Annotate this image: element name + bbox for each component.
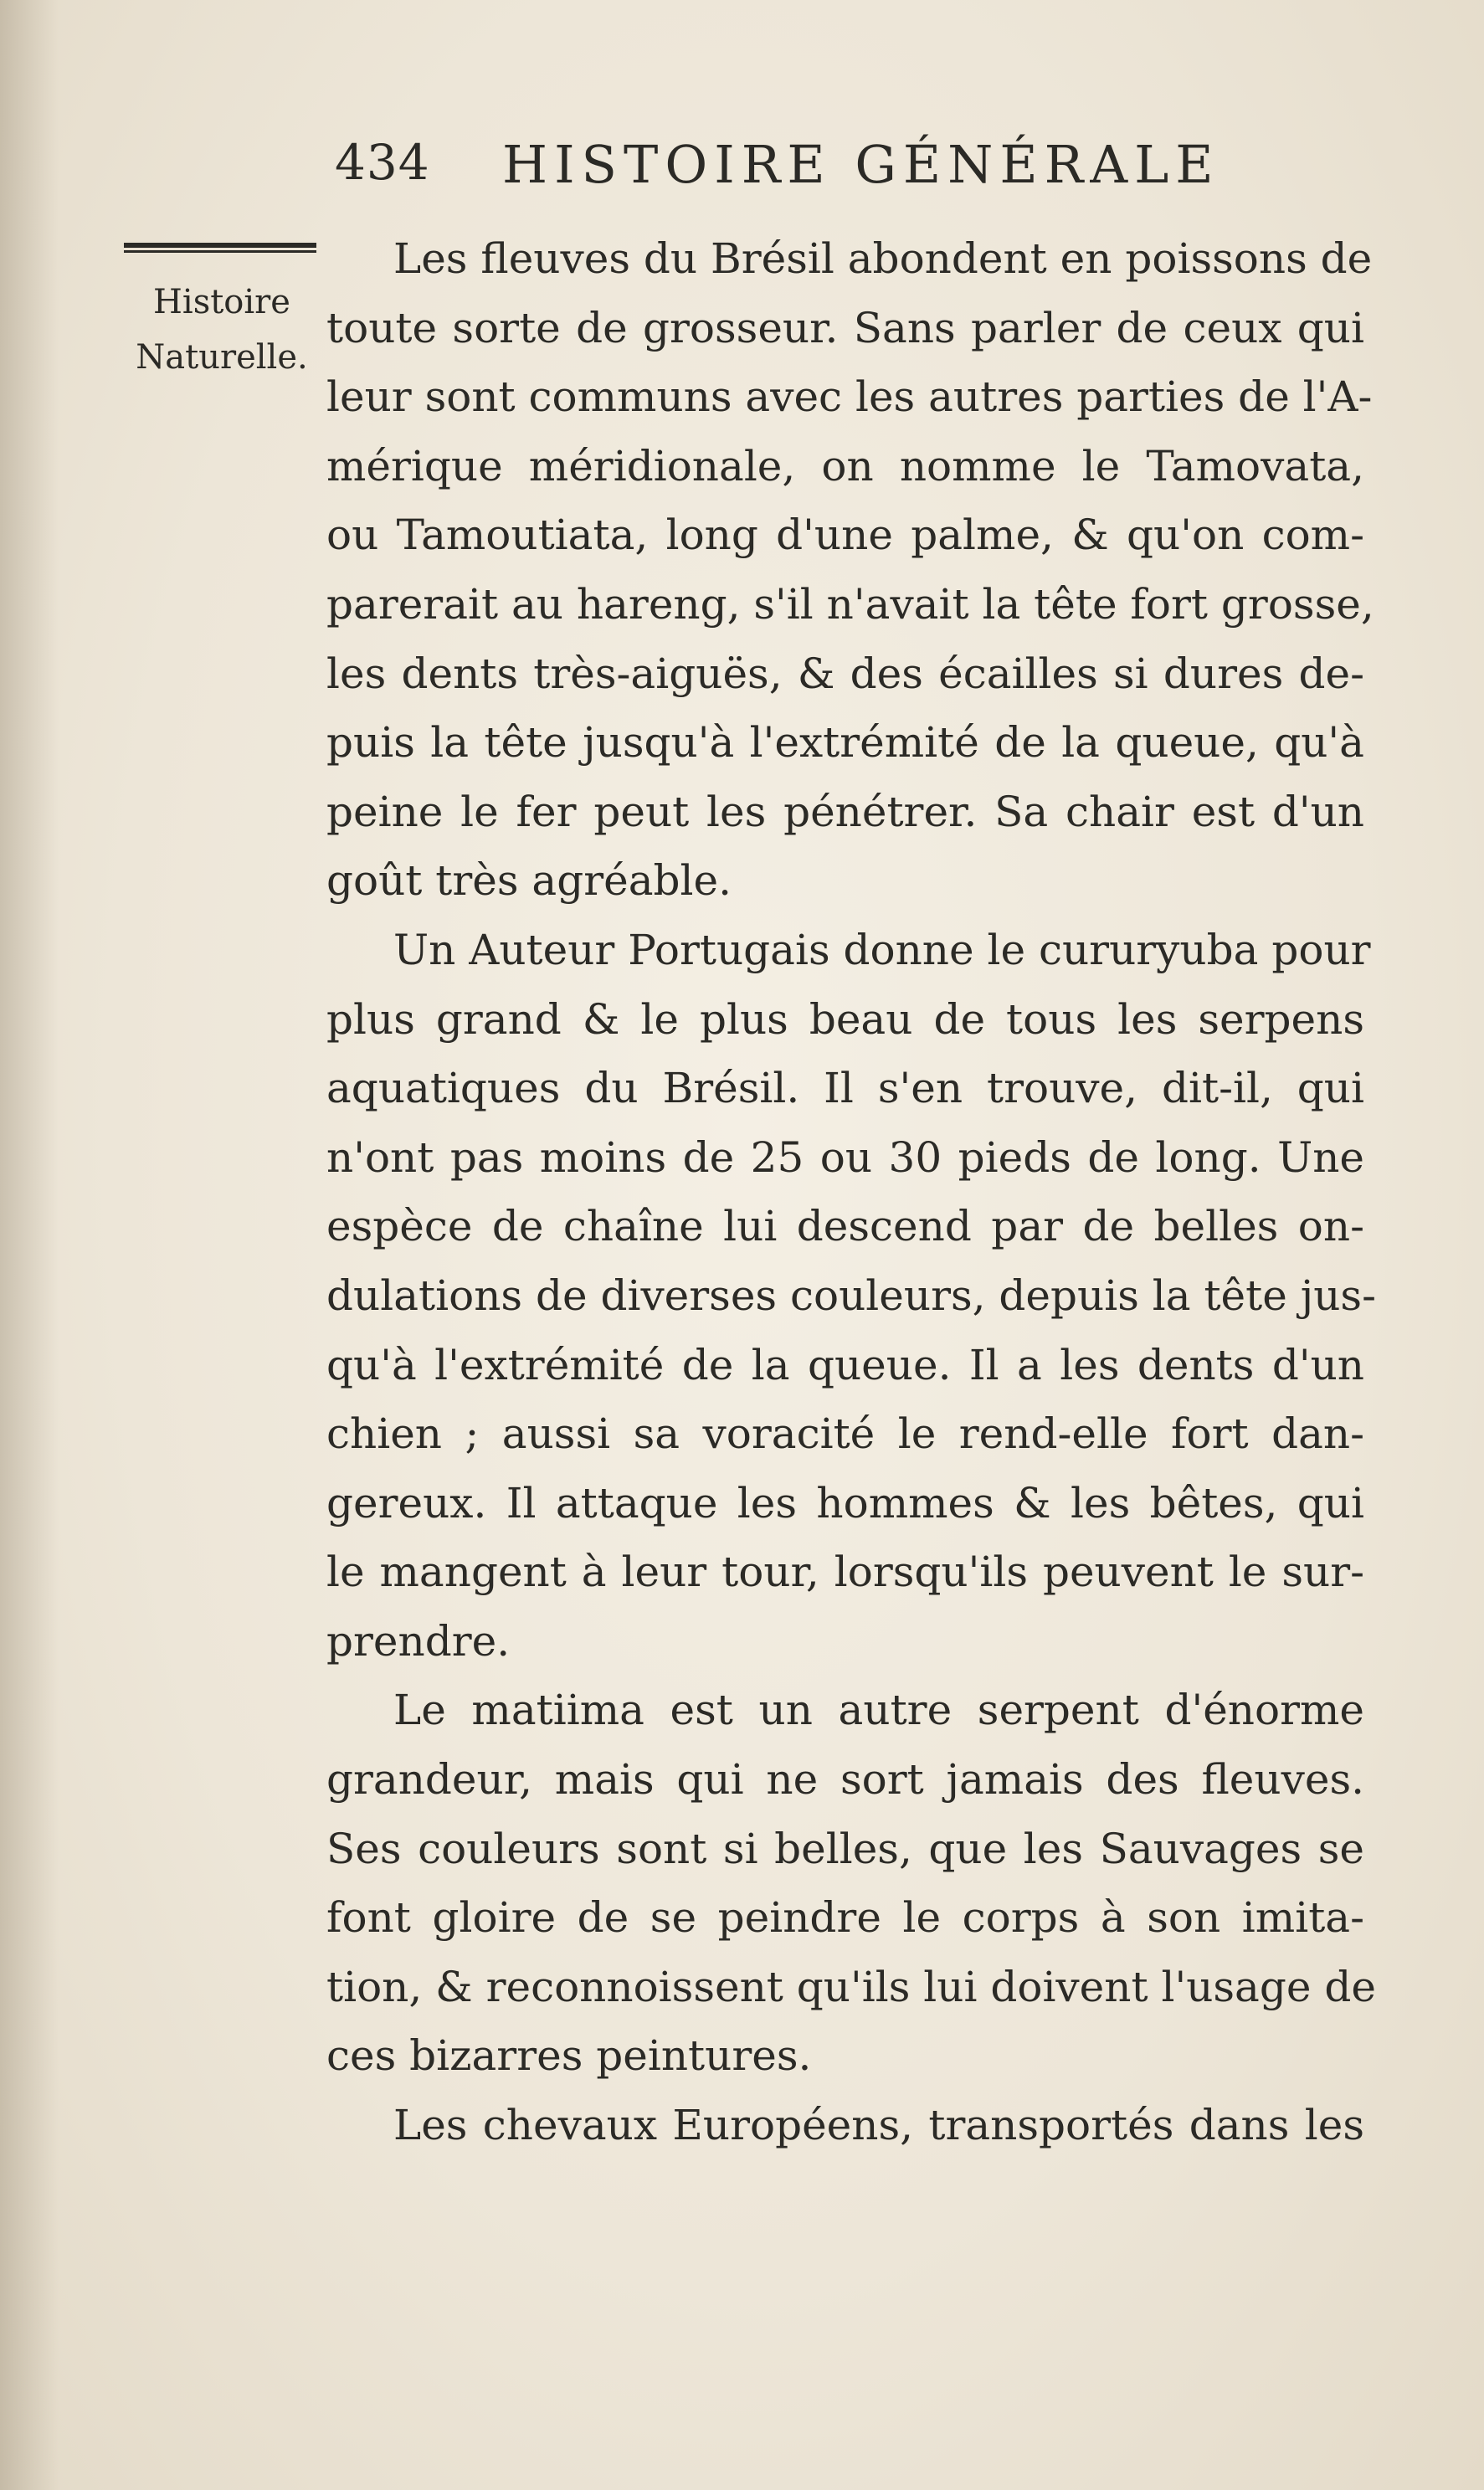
text-line: les dents très-aiguës, & des écailles si dures de- xyxy=(326,649,1364,698)
text-line: grandeur, mais qui ne sort jamais des fleuves. xyxy=(326,1755,1364,1805)
margin-note-line: Naturelle. xyxy=(136,338,308,377)
text-line: ou Tamoutiata, long d'une palme, & qu'on com- xyxy=(326,511,1364,560)
text-line: tion, & reconnoissent qu'ils lui doivent l'usage de xyxy=(326,1962,1376,2011)
text-line: ces bizarres peintures. xyxy=(326,2031,812,2081)
page-header xyxy=(335,134,1356,209)
text-line: aquatiques du Brésil. Il s'en trouve, dit-il, qui xyxy=(326,1064,1364,1113)
text-line: toute sorte de grosseur. Sans parler de ceux qui xyxy=(326,303,1364,352)
margin-note xyxy=(113,275,331,385)
text-line: puis la tête jusqu'à l'extrémité de la queue, qu'à xyxy=(326,718,1364,768)
text-line: qu'à l'extrémité de la queue. Il a les dents d'un xyxy=(326,1340,1364,1389)
text-line: Ses couleurs sont si belles, que les Sauvages se xyxy=(326,1824,1364,1873)
text-line: parerait au hareng, s'il n'avait la tête fort grosse, xyxy=(326,579,1374,629)
text-line: chien ; aussi sa voracité le rend-elle fort dan- xyxy=(326,1409,1364,1459)
text-line: Les chevaux Européens, transportés dans les xyxy=(393,2101,1364,2150)
text-line: dulations de diverses couleurs, depuis la tête jus- xyxy=(326,1271,1376,1320)
text-line: Un Auteur Portugais donne le cururyuba pour xyxy=(393,925,1371,974)
text-line: espèce de chaîne lui descend par de belles on- xyxy=(326,1202,1364,1251)
text-line: le mangent à leur tour, lorsqu'ils peuvent le sur- xyxy=(326,1548,1364,1597)
page-number: 434 xyxy=(335,134,430,191)
margin-rule xyxy=(124,243,316,253)
text-line: prendre. xyxy=(326,1616,511,1666)
text-line: Les fleuves du Brésil abondent en poissons de xyxy=(393,234,1373,283)
text-line: gereux. Il attaque les hommes & les bêtes, qui xyxy=(326,1478,1364,1527)
body-text xyxy=(326,224,1376,2160)
margin-note-line: Histoire xyxy=(153,283,290,321)
text-line: mérique méridionale, on nomme le Tamovata, xyxy=(326,441,1364,490)
text-line: font gloire de se peindre le corps à son imita- xyxy=(326,1893,1364,1943)
spine-shadow xyxy=(0,0,59,2490)
text-line: n'ont pas moins de 25 ou 30 pieds de long. Une xyxy=(326,1132,1364,1182)
running-title: HISTOIRE GÉNÉRALE xyxy=(502,134,1220,195)
text-line: Le matiima est un autre serpent d'énorme xyxy=(393,1686,1364,1735)
text-line: leur sont communs avec les autres parties de l'A- xyxy=(326,372,1373,422)
text-line: goût très agréable. xyxy=(326,856,732,906)
text-line: peine le fer peut les pénétrer. Sa chair est d'un xyxy=(326,787,1364,836)
text-line: plus grand & le plus beau de tous les serpens xyxy=(326,994,1364,1044)
